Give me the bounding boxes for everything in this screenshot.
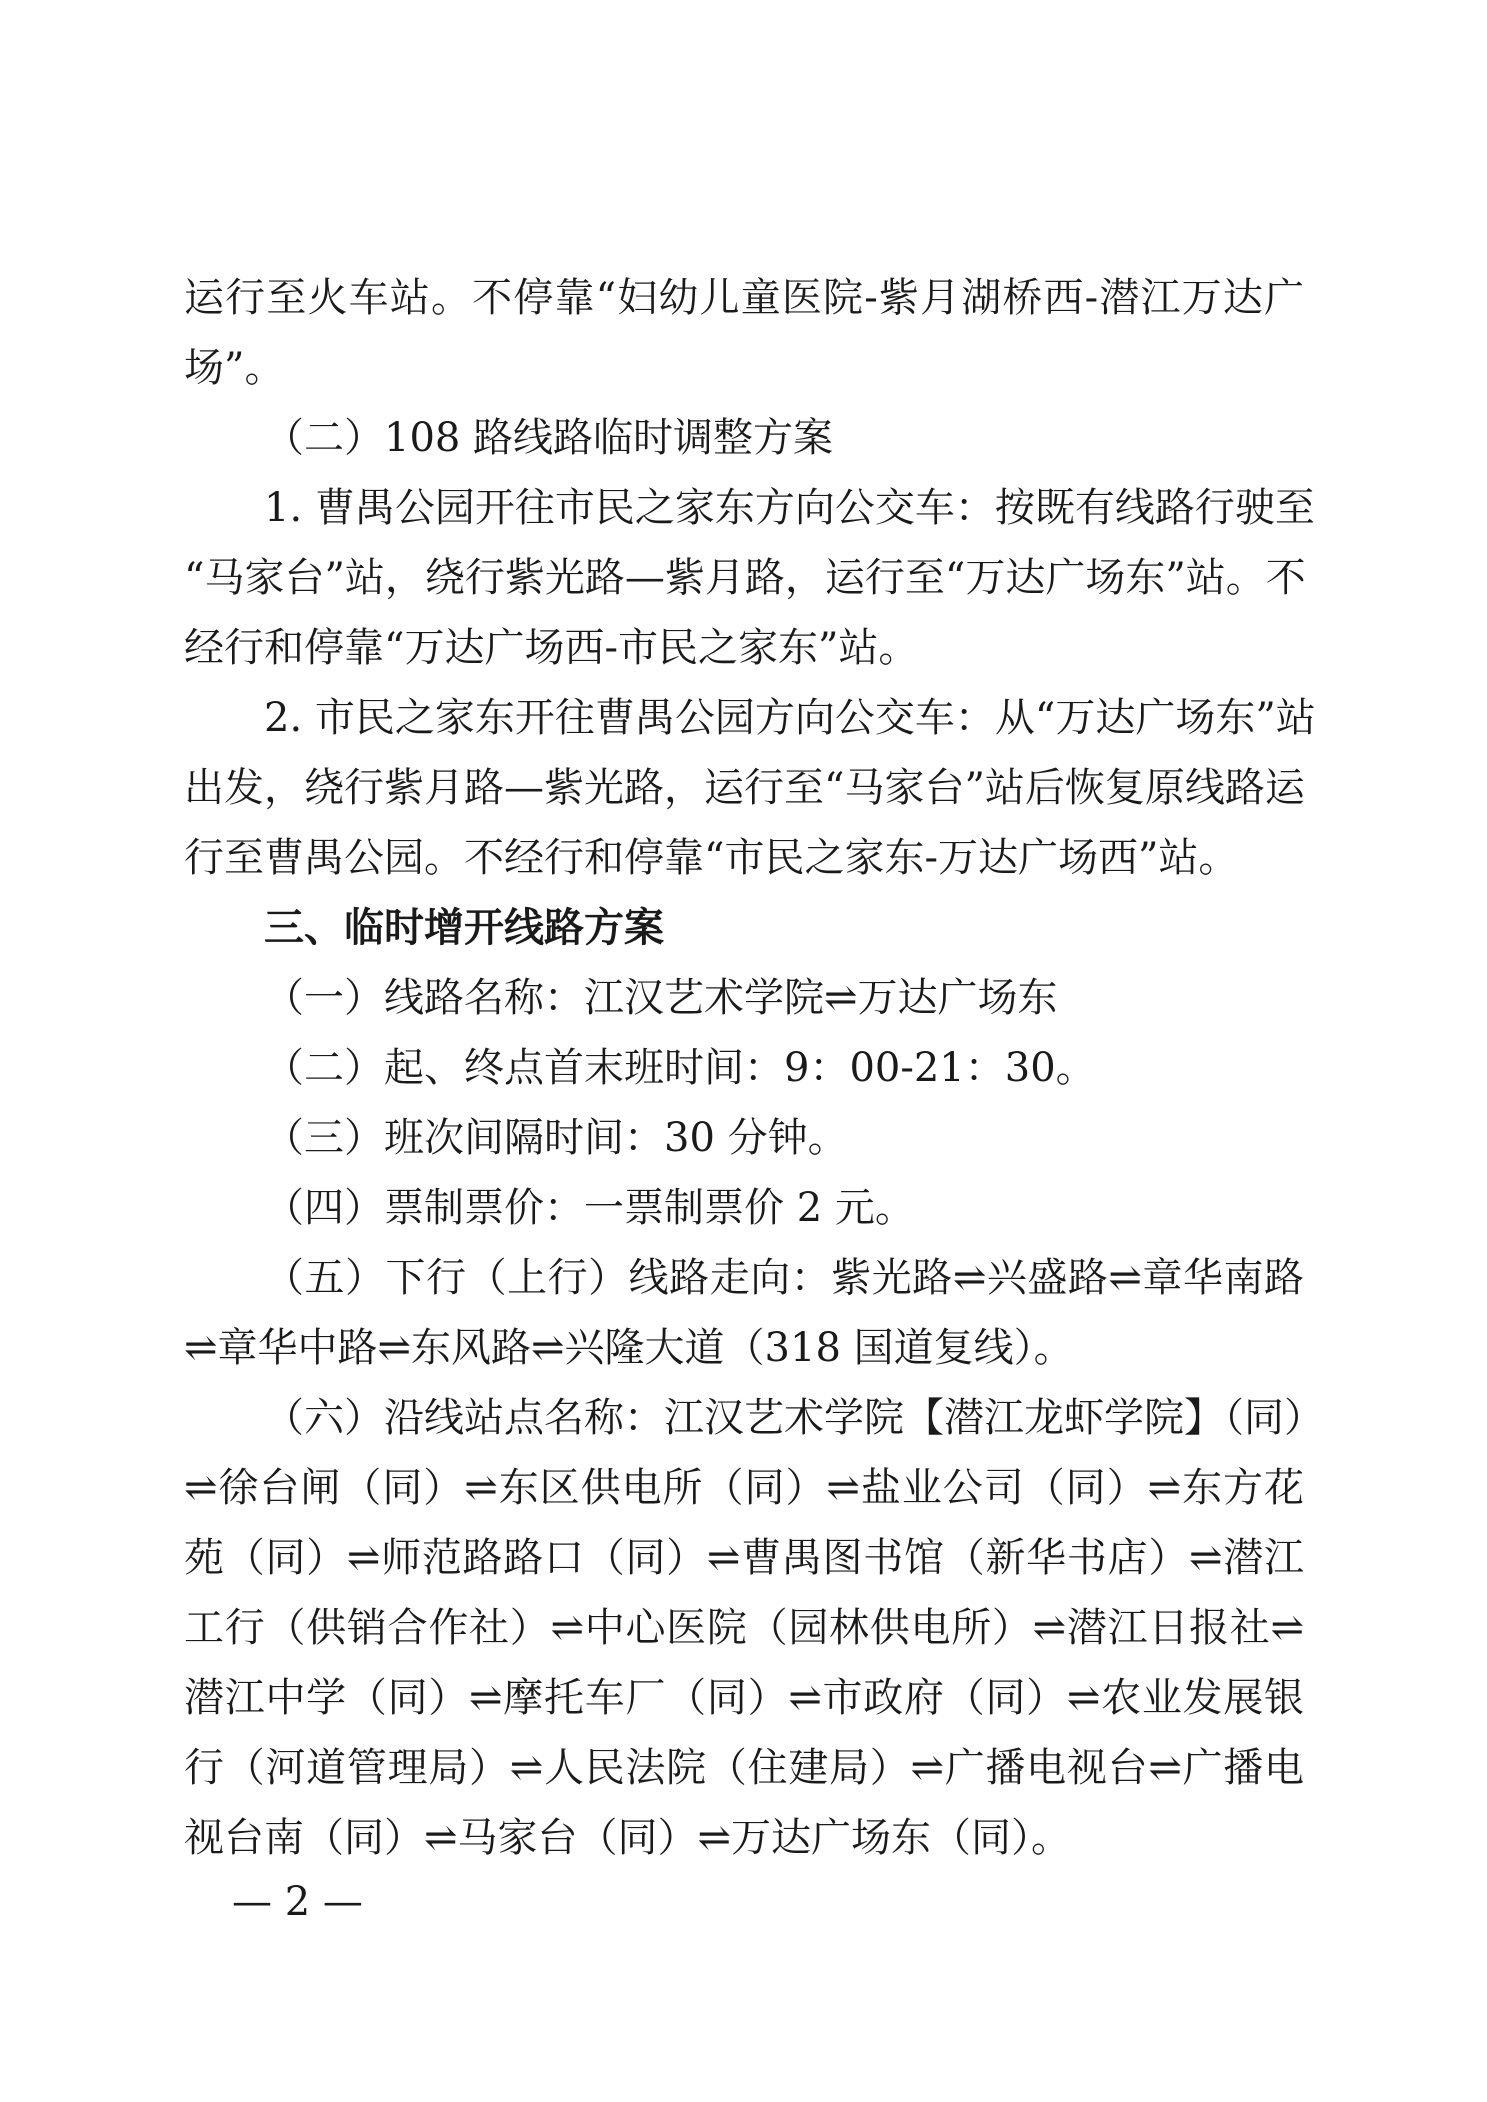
text-line-interval: （三）班次间隔时间：30 分钟。 (264, 1115, 848, 1161)
text-line-fare: （四）票制票价：一票制票价 2 元。 (264, 1185, 915, 1231)
text-line-stops-6: 行（河道管理局）⇌人民法院（住建局）⇌广播电视台⇌广播电 (184, 1745, 1304, 1791)
text-line-6: 经行和停靠“万达广场西-市民之家东”站。 (184, 625, 919, 671)
text-line-route-name: （一）线路名称：江汉艺术学院⇌万达广场东 (264, 975, 1058, 1021)
text-line-8: 出发，绕行紫月路—紫光路，运行至“马家台”站后恢复原线路运 (184, 765, 1305, 811)
subheading-108-route: （二）108 路线路临时调整方案 (264, 415, 834, 461)
text-line-stops-2: ⇌徐台闸（同）⇌东区供电所（同）⇌盐业公司（同）⇌东方花 (184, 1465, 1304, 1511)
section-heading-temporary-route: 三、临时增开线路方案 (264, 905, 664, 951)
text-line-stops-7: 视台南（同）⇌马家台（同）⇌万达广场东（同）。 (184, 1815, 1072, 1861)
text-line-direction-cont: ⇌章华中路⇌东风路⇌兴隆大道（318 国道复线）。 (184, 1325, 1074, 1371)
text-line-direction: （五）下行（上行）线路走向：紫光路⇌兴盛路⇌章华南路 (264, 1255, 1304, 1301)
text-line-4: 1. 曹禺公园开往市民之家东方向公交车：按既有线路行驶至 (264, 485, 1315, 531)
text-line-1: 运行至火车站。不停靠“妇幼儿童医院-紫月湖桥西-潜江万达广 (184, 275, 1304, 321)
text-line-stops-3: 苑（同）⇌师范路路口（同）⇌曹禺图书馆（新华书店）⇌潜江 (184, 1535, 1304, 1581)
text-line-stops-5: 潜江中学（同）⇌摩托车厂（同）⇌市政府（同）⇌农业发展银 (184, 1675, 1304, 1721)
text-line-stops: （六）沿线站点名称：江汉艺术学院【潜江龙虾学院】（同） (264, 1395, 1324, 1441)
text-line-5: “马家台”站，绕行紫光路—紫月路，运行至“万达广场东”站。不 (184, 555, 1306, 601)
page-number: — 2 — (232, 1879, 363, 1925)
text-line-7: 2. 市民之家东开往曹禺公园方向公交车：从“万达广场东”站 (264, 695, 1316, 741)
text-line-9: 行至曹禺公园。不经行和停靠“市民之家东-万达广场西”站。 (184, 835, 1239, 881)
text-line-schedule: （二）起、终点首末班时间：9：00-21：30。 (264, 1045, 1096, 1091)
text-line-2: 场”。 (184, 345, 285, 391)
text-line-stops-4: 工行（供销合作社）⇌中心医院（园林供电所）⇌潜江日报社⇌ (184, 1605, 1304, 1651)
